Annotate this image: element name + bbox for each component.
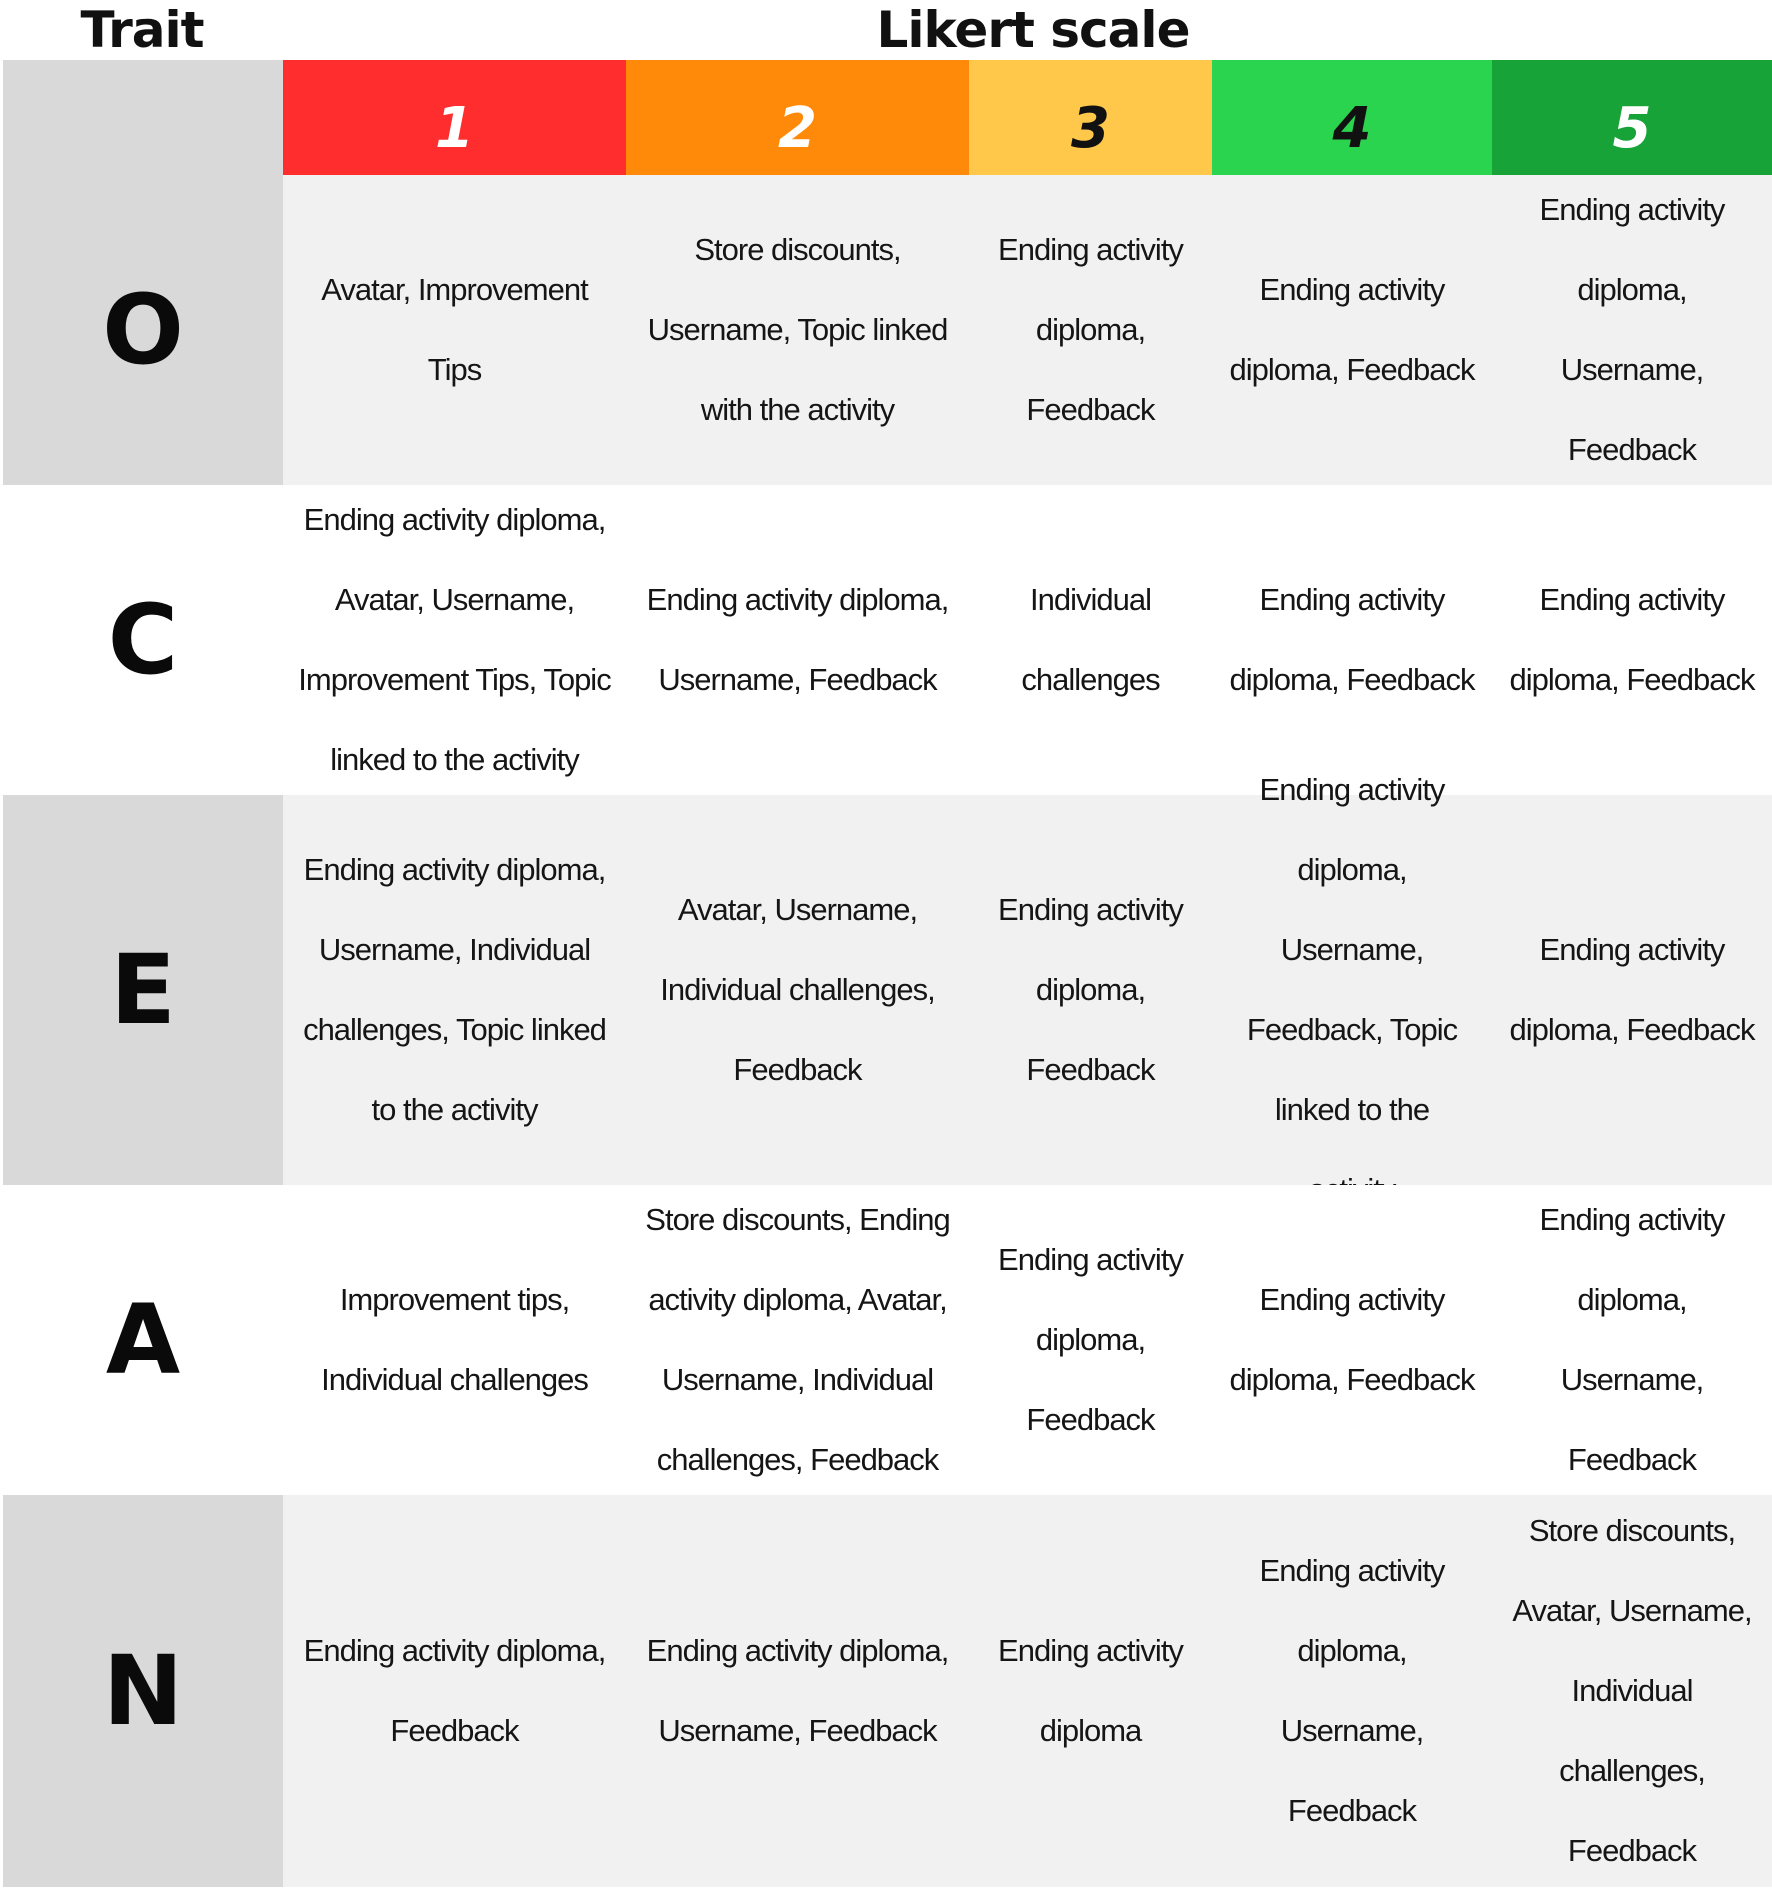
cell-text: Store discounts, Avatar, Username, Individual challenges, Feedback xyxy=(1512,1513,1752,1868)
cell-text: Improvement tips, Individual challenges xyxy=(321,1282,588,1397)
cell-text: Ending activity diploma, Feedback xyxy=(303,1633,606,1748)
cell-a-2 xyxy=(626,1185,969,1495)
trait-label-e: E xyxy=(3,795,283,1185)
cell-text: Ending activity diploma, Feedback xyxy=(998,1242,1183,1437)
cell-text: Avatar, Username, Individual challenges, Feedback xyxy=(660,892,935,1087)
cell-n-1 xyxy=(283,1495,626,1887)
cell-text: Ending activity diploma, Username, Feedback xyxy=(1259,1553,1445,1828)
cell-a-4 xyxy=(1212,1185,1492,1495)
likert-scale-title: Likert scale xyxy=(876,1,1190,59)
cell-o-3 xyxy=(969,175,1212,485)
scale-level-5: 5 xyxy=(1492,60,1772,175)
cell-text: Ending activity diploma, Feedback xyxy=(1229,582,1475,697)
cell-o-4 xyxy=(1212,175,1492,485)
cell-e-4 xyxy=(1212,772,1492,1185)
scale-level-2: 2 xyxy=(626,60,969,175)
cell-c-4 xyxy=(1212,485,1492,795)
cell-text: Store discounts, Ending activity diploma, Avatar, Username, Individual challenges, Feedback xyxy=(645,1202,950,1477)
cell-o-1 xyxy=(283,175,626,485)
cell-text: Avatar, Improvement Tips xyxy=(321,272,588,387)
cell-o-2 xyxy=(626,175,969,485)
trait-header-cell xyxy=(3,60,283,175)
trait-label-a: A xyxy=(3,1185,283,1495)
cell-text: Ending activity diploma, Username, Feedback xyxy=(646,1633,949,1748)
scale-level-3: 3 xyxy=(969,60,1212,175)
cell-text: Ending activity diploma, Username, Feedback, Topic linked to the xyxy=(1246,772,1458,1127)
cell-text: Ending activity diploma, Feedback xyxy=(998,232,1183,427)
cell-n-3 xyxy=(969,1495,1212,1887)
cell-e-3 xyxy=(969,795,1212,1185)
cell-text: Ending activity diploma, Feedback xyxy=(1509,582,1755,697)
cell-c-3 xyxy=(969,485,1212,795)
cell-e-2 xyxy=(626,795,969,1185)
cell-c-2 xyxy=(626,485,969,795)
cell-e-1 xyxy=(283,795,626,1185)
cell-text: Individual challenges xyxy=(1021,582,1160,697)
cell-text: Ending activity diploma, Feedback xyxy=(1229,1282,1475,1397)
trait-column-title: Trait xyxy=(80,1,204,59)
scale-level-1: 1 xyxy=(283,60,626,175)
cell-a-5 xyxy=(1492,1185,1772,1495)
cell-a-3 xyxy=(969,1185,1212,1495)
cell-text: Ending activity diploma, Username, Feedback xyxy=(1539,1202,1725,1477)
cell-text: Ending activity diploma, Username, Feedback xyxy=(1539,192,1725,467)
trait-label-n: N xyxy=(3,1495,283,1887)
trait-label-o: O xyxy=(3,175,283,485)
cell-n-4 xyxy=(1212,1495,1492,1887)
cell-a-1 xyxy=(283,1185,626,1495)
cell-o-5 xyxy=(1492,175,1772,485)
cell-text: Ending activity diploma, Feedback xyxy=(998,892,1183,1087)
cell-c-5 xyxy=(1492,485,1772,795)
cell-n-5 xyxy=(1492,1495,1772,1887)
trait-label-c: C xyxy=(3,485,283,795)
cell-text: Ending activity diploma xyxy=(998,1633,1183,1748)
cell-text: Ending activity diploma, Username, Feedback xyxy=(646,582,949,697)
cell-text: Store discounts, Username, Topic linked with the activity xyxy=(647,232,948,427)
cell-text: Ending activity diploma, Avatar, Username, Improvement Tips, Topic linked to the activity xyxy=(298,502,611,777)
cell-c-1 xyxy=(283,485,626,795)
cell-text: Ending activity diploma, Feedback xyxy=(1229,272,1475,387)
cell-text: Ending activity diploma, Feedback xyxy=(1509,932,1755,1047)
scale-level-4: 4 xyxy=(1212,60,1492,175)
cell-text: Ending activity diploma, Username, Individual challenges, Topic linked to the activity xyxy=(303,852,606,1127)
cell-e-5 xyxy=(1492,795,1772,1185)
cell-n-2 xyxy=(626,1495,969,1887)
